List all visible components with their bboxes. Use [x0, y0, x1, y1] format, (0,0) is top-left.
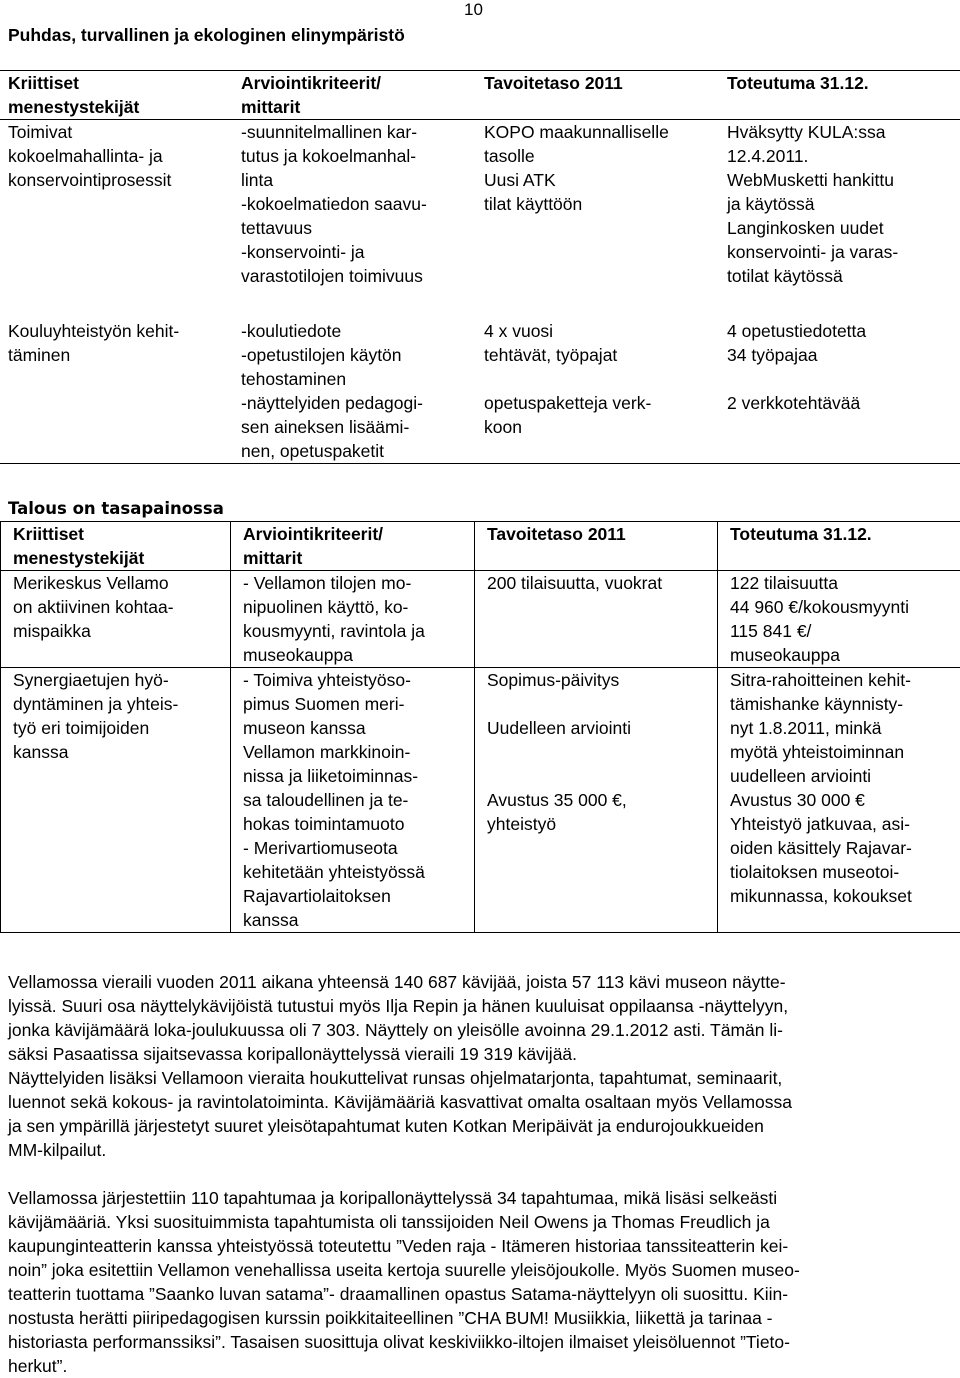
- header-target-level: Tavoitetaso 2011: [476, 71, 719, 120]
- header-evaluation-criteria: Arviointikriteerit/ mittarit: [231, 522, 475, 571]
- table-row: [0, 299, 960, 464]
- cell-factor: Toimivat kokoelmahallinta- ja konservointiprosessit: [0, 120, 233, 299]
- cell-realization: 122 tilaisuutta 44 960 €/kokousmyynti 115 841 €/ museokauppa: [718, 571, 960, 668]
- section-title-environment: Puhdas, turvallinen ja ekologinen elinympäristö: [8, 24, 405, 46]
- cell-realization: Hväksytty KULA:ssa 12.4.2011. WebMusketti hankittu ja käytössä Langinkosken uudet konservointi- ja varas- totilat käytössä: [719, 120, 960, 299]
- cell-target: 200 tilaisuutta, vuokrat: [475, 571, 718, 668]
- cell-criteria: - Toimiva yhteistyöso- pimus Suomen meri- museon kanssa Vellamon markkinoin- nissa ja liiketoiminnas- sa taloudellinen ja te- hokas toimintamuoto - Merivartiomuseota kehitetään yhteistyössä Rajavartiolaitoksen kanssa: [231, 668, 475, 933]
- table-row: [0, 120, 960, 299]
- cell-criteria: -koulutiedote -opetustilojen käytön tehostaminen -näyttelyiden pedagogi- sen aineksen lisäämi- nen, opetuspaketit: [233, 299, 476, 464]
- header-realization: Toteutuma 31.12.: [719, 71, 960, 120]
- cell-target: KOPO maakunnalliselle tasolle Uusi ATK tilat käyttöön: [476, 120, 719, 299]
- table-header-row: [0, 71, 960, 120]
- cell-factor: Kouluyhteistyön kehit- täminen: [0, 299, 233, 464]
- cell-target: Sopimus-päivitys Uudelleen arviointi Avustus 35 000 €, yhteistyö: [475, 668, 718, 933]
- table-row: [1, 571, 960, 668]
- header-critical-success-factors: Kriittiset menestystekijät: [1, 522, 231, 571]
- table-header-row: [1, 522, 960, 571]
- cell-factor: Merikeskus Vellamo on aktiivinen kohtaa- mispaikka: [1, 571, 231, 668]
- header-evaluation-criteria: Arviointikriteerit/ mittarit: [233, 71, 476, 120]
- header-realization: Toteutuma 31.12.: [718, 522, 960, 571]
- objectives-table-environment: [0, 70, 960, 464]
- cell-criteria: -suunnitelmallinen kar- tutus ja kokoelmanhal- linta -kokoelmatiedon saavu- tettavuus -konservointi- ja varastotilojen toimivuus: [233, 120, 476, 299]
- table-row: [1, 668, 960, 933]
- body-paragraph-visitors: Vellamossa vieraili vuoden 2011 aikana yhteensä 140 687 kävijää, joista 57 113 kävi museon näytte- lyissä. Suuri osa näyttelykävijöistä tutustui myös Ilja Repin ja hänen kuuluisat oppilaansa -näyttelyyn, jonka kävijämäärä loka-joulukuussa oli 7 303. Näyttely on yleisölle avoinna 29.1.2012 asti. Tämän li- säksi Pasaatissa sijaitsevassa koripallonäyttelyssä vieraili 19 319 kävijää. Näyttelyiden lisäksi Vellamoon vieraita houkuttelivat runsas ohjelmatarjonta, tapahtumat, seminaarit, luennot sekä kokous- ja ravintolatoiminta. Kävijämääriä kasvattivat omalta osaltaan myös Vellamossa ja sen ympärillä järjestetyt suuret yleisötapahtumat kuten Kotkan Meripäivät ja endurojoukkueiden MM-kilpailut.: [8, 970, 953, 1162]
- header-critical-success-factors: Kriittiset menestystekijät: [0, 71, 233, 120]
- objectives-table-finance: [0, 521, 960, 933]
- page-number: 10: [464, 0, 483, 20]
- cell-criteria: - Vellamon tilojen mo- nipuolinen käyttö, ko- kousmyynti, ravintola ja museokauppa: [231, 571, 475, 668]
- header-target-level: Tavoitetaso 2011: [475, 522, 718, 571]
- cell-factor: Synergiaetujen hyö- dyntäminen ja yhteis- työ eri toimijoiden kanssa: [1, 668, 231, 933]
- section-title-finance: Talous on tasapainossa: [8, 498, 224, 520]
- cell-target: 4 x vuosi tehtävät, työpajat opetuspaketteja verk- koon: [476, 299, 719, 464]
- body-paragraph-events: Vellamossa järjestettiin 110 tapahtumaa ja koripallonäyttelyssä 34 tapahtumaa, mikä lisäsi selkeästi kävijämääriä. Yksi suosituimmista tapahtumista oli tanssijoiden Neil Owens ja Thomas Freudlich ja kaupunginteatterin kanssa yhteistyössä toteutettu ”Veden raja - Itämeren historiaa tanssiteatterin kei- noin” joka esitettiin Vellamon venehallissa useita kertoja suurelle yleisöjoukolle. Myös Suomen museo- teatterin tuottama ”Saanko luvan satama”- draamallinen opastus Satama-näyttelyyn oli suosittu. Kiin- nostusta herätti piiripedagogisen kurssin poikkitaiteellinen ”CHA BUM! Musiikkia, liikettä ja tarinaa - historiasta performanssiksi”. Tasaisen suosittuja olivat keskiviikko-iltojen ilmaiset yleisöluennot ”Tieto- herkut”.: [8, 1186, 953, 1378]
- cell-realization: Sitra-rahoitteinen kehit- tämishanke käynnisty- nyt 1.8.2011, minkä myötä yhteistoiminnan uudelleen arviointi Avustus 30 000 € Yhteistyö jatkuvaa, asi- oiden käsittely Rajavar- tiolaitoksen museotoi- mikunnassa, kokoukset: [718, 668, 960, 933]
- cell-realization: 4 opetustiedotetta 34 työpajaa 2 verkkotehtävää: [719, 299, 960, 464]
